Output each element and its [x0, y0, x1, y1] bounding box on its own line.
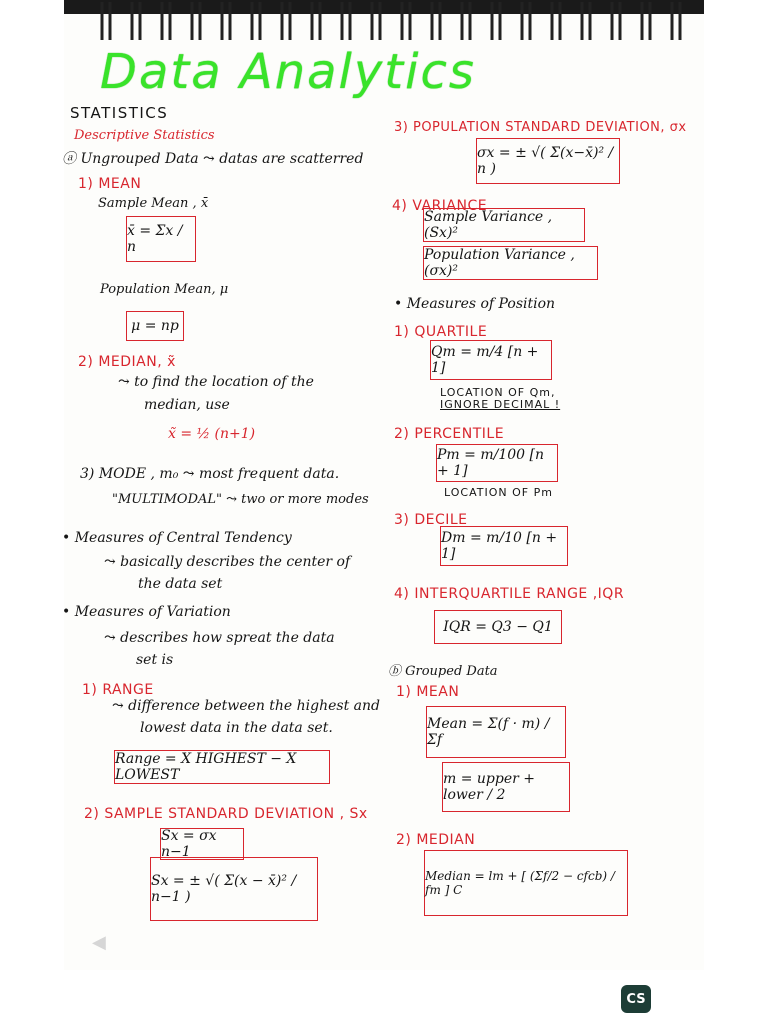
sample-variance-box: Sample Variance , (Sx)² — [423, 208, 585, 242]
percentile-note: LOCATION OF Pm — [444, 486, 553, 499]
population-sd-formula-box: σx = ± √( Σ(x−x̄)² / n ) — [476, 138, 620, 184]
central-tendency-line2: the data set — [138, 576, 223, 592]
sample-sd-formula2-box: Sx = ± √( Σ(x − x̄)² / n−1 ) — [150, 857, 318, 921]
variance-heading: 4) VARIANCE — [392, 198, 488, 214]
decile-heading: 3) DECILE — [394, 512, 468, 528]
population-mean-label: Population Mean, μ — [100, 282, 229, 297]
median-formula: x̃ = ½ (n+1) — [168, 426, 256, 442]
quartile-note-1: LOCATION OF Qm, — [440, 386, 556, 399]
grouped-median-heading: 2) MEDIAN — [396, 832, 476, 848]
multimodal-line: "MULTIMODAL" ⤳ two or more modes — [112, 492, 369, 507]
bleed-through-mark: ◀ — [92, 932, 106, 953]
iqr-formula-box: IQR = Q3 − Q1 — [434, 610, 562, 644]
range-formula-box: Range = X HIGHEST − X LOWEST — [114, 750, 330, 784]
mode-line: 3) MODE , m₀ ⤳ most frequent data. — [80, 466, 340, 482]
grouped-m-formula-box: m = upper + lower / 2 — [442, 762, 570, 812]
range-line1: ⤳ difference between the highest and — [112, 698, 381, 714]
iqr-heading: 4) INTERQUARTILE RANGE ,IQR — [394, 586, 625, 602]
sample-mean-label: Sample Mean , x̄ — [98, 196, 209, 211]
sample-sd-formula1-box: Sx = σx n−1 — [160, 828, 244, 860]
population-mean-formula-box: μ = np — [126, 311, 184, 341]
central-tendency-line1: ⤳ basically describes the center of — [104, 554, 351, 570]
quartile-note-2: IGNORE DECIMAL ! — [440, 398, 561, 411]
range-heading: 1) RANGE — [82, 682, 154, 698]
page-title: Data Analytics — [100, 44, 476, 100]
median-text-line2: median, use — [144, 397, 230, 413]
population-sd-heading: 3) POPULATION STANDARD DEVIATION, σx — [394, 120, 687, 135]
sample-sd-heading: 2) SAMPLE STANDARD DEVIATION , Sx — [84, 806, 368, 822]
mean-heading: 1) MEAN — [78, 176, 142, 192]
range-line2: lowest data in the data set. — [140, 720, 333, 736]
grouped-mean-heading: 1) MEAN — [396, 684, 460, 700]
quartile-formula-box: Qm = m/4 [n + 1] — [430, 340, 552, 380]
median-heading: 2) MEDIAN, x̃ — [78, 354, 176, 370]
statistics-heading: STATISTICS — [70, 104, 169, 122]
central-tendency-bullet: • Measures of Central Tendency — [62, 530, 292, 546]
variation-line1: ⤳ describes how spreat the data — [104, 630, 335, 646]
measures-of-position-bullet: • Measures of Position — [394, 296, 555, 312]
camscanner-logo: CS — [621, 985, 651, 1013]
sample-mean-formula-box: x̄ = Σx / n — [126, 216, 196, 262]
median-text-line1: ⤳ to find the location of the — [118, 374, 314, 390]
grouped-mean-formula-box: Mean = Σ(f · m) / Σf — [426, 706, 566, 758]
variation-line2: set is — [136, 652, 174, 668]
variation-bullet: • Measures of Variation — [62, 604, 231, 620]
ungrouped-data-line: ⓐ Ungrouped Data ⤳ datas are scatterred — [62, 151, 364, 167]
population-variance-box: Population Variance , (σx)² — [423, 246, 598, 280]
grouped-data-line: ⓑ Grouped Data — [388, 664, 498, 679]
percentile-formula-box: Pm = m/100 [n + 1] — [436, 444, 558, 482]
descriptive-statistics-label: Descriptive Statistics — [74, 128, 215, 143]
quartile-heading: 1) QUARTILE — [394, 324, 488, 340]
grouped-median-formula-box: Median = lm + [ (Σf/2 − cfcb) / fm ] C — [424, 850, 628, 916]
spiral-binding — [64, 0, 704, 44]
decile-formula-box: Dm = m/10 [n + 1] — [440, 526, 568, 566]
percentile-heading: 2) PERCENTILE — [394, 426, 505, 442]
